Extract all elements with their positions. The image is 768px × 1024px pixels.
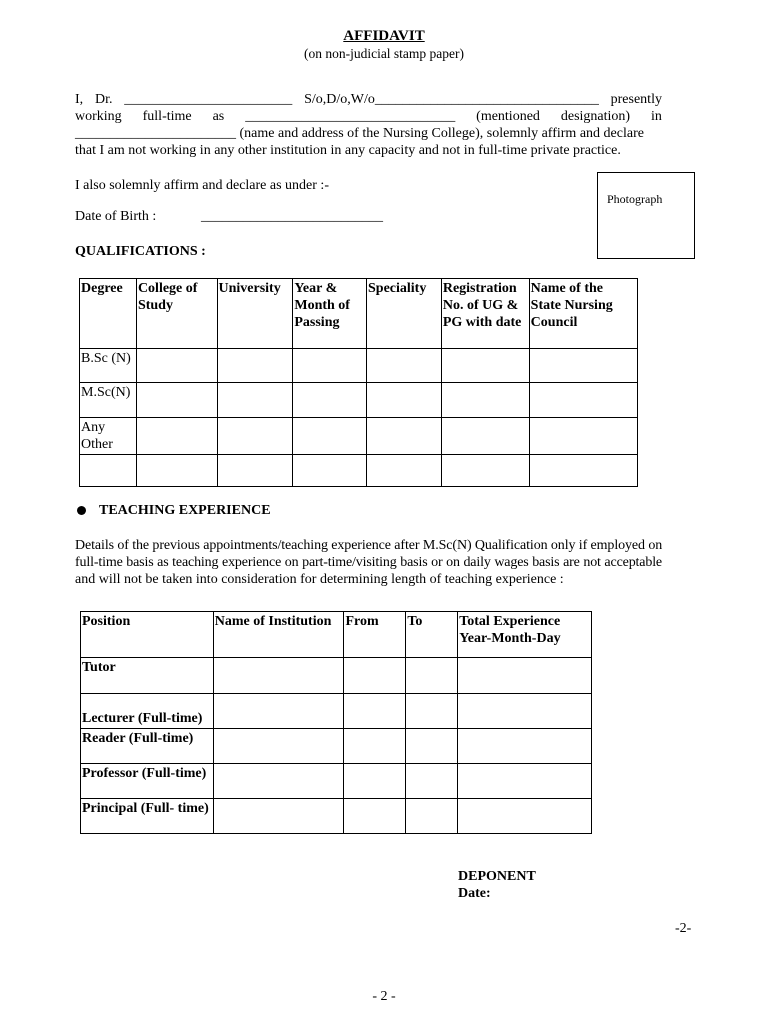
table-cell[interactable] bbox=[344, 658, 406, 694]
qualifications-heading: QUALIFICATIONS : bbox=[75, 244, 206, 259]
declaration-line-3: _______________________ (name and address of the Nursing College), solemnly affirm and declare bbox=[75, 126, 644, 141]
column-header: Speciality bbox=[367, 279, 442, 349]
table-header-row bbox=[80, 279, 638, 349]
table-cell[interactable] bbox=[406, 799, 458, 834]
table-row bbox=[81, 799, 592, 834]
position-cell: Principal (Full- time) bbox=[81, 799, 214, 834]
qualifications-table bbox=[79, 278, 638, 487]
table-cell[interactable] bbox=[367, 383, 442, 418]
bullet-icon bbox=[77, 506, 86, 515]
affirm-text: I also solemnly affirm and declare as under :- bbox=[75, 178, 329, 193]
table-cell[interactable] bbox=[529, 349, 637, 383]
column-header: University bbox=[217, 279, 293, 349]
table-cell[interactable] bbox=[458, 694, 592, 729]
degree-cell bbox=[80, 455, 137, 487]
table-cell[interactable] bbox=[458, 729, 592, 764]
table-cell[interactable] bbox=[458, 764, 592, 799]
declaration-line-2 bbox=[75, 108, 662, 125]
table-cell[interactable] bbox=[529, 418, 637, 455]
declaration-word: as bbox=[212, 109, 225, 124]
table-row bbox=[80, 455, 638, 487]
table-cell[interactable] bbox=[441, 418, 529, 455]
table-cell[interactable] bbox=[441, 349, 529, 383]
teaching-heading: TEACHING EXPERIENCE bbox=[99, 503, 271, 518]
declaration-word: Dr. bbox=[94, 92, 113, 107]
degree-cell: M.Sc(N) bbox=[80, 383, 137, 418]
table-cell[interactable] bbox=[529, 455, 637, 487]
declaration-word: presently bbox=[610, 92, 662, 107]
table-cell[interactable] bbox=[213, 658, 344, 694]
table-row bbox=[81, 694, 592, 729]
column-header: Year & Month of Passing bbox=[293, 279, 367, 349]
teaching-details-line: full-time basis as teaching experience on part-time/visiting basis or on daily wages basis are not acceptable bbox=[75, 555, 662, 570]
table-row bbox=[80, 349, 638, 383]
table-cell[interactable] bbox=[213, 799, 344, 834]
table-cell[interactable] bbox=[293, 418, 367, 455]
declaration-word: I, bbox=[75, 92, 84, 107]
relation-blank: S/o,D/o,W/o________________________________ bbox=[304, 92, 599, 107]
column-header: From bbox=[344, 612, 406, 658]
declaration-word: working bbox=[75, 109, 122, 124]
table-cell[interactable] bbox=[136, 383, 217, 418]
table-cell[interactable] bbox=[529, 383, 637, 418]
table-cell[interactable] bbox=[367, 349, 442, 383]
declaration-word: (mentioned bbox=[476, 109, 540, 124]
table-cell[interactable] bbox=[213, 729, 344, 764]
table-cell[interactable] bbox=[458, 658, 592, 694]
degree-cell: B.Sc (N) bbox=[80, 349, 137, 383]
dob-label: Date of Birth : bbox=[75, 209, 157, 224]
position-cell: Tutor bbox=[81, 658, 214, 694]
column-header: Name of Institution bbox=[213, 612, 344, 658]
position-cell: Reader (Full-time) bbox=[81, 729, 214, 764]
table-cell[interactable] bbox=[406, 658, 458, 694]
table-cell[interactable] bbox=[136, 418, 217, 455]
table-cell[interactable] bbox=[213, 764, 344, 799]
declaration-word: full-time bbox=[142, 109, 192, 124]
table-cell[interactable] bbox=[136, 455, 217, 487]
teaching-details-line: and will not be taken into consideration for determining length of teaching experience : bbox=[75, 572, 564, 587]
page-marker: -2- bbox=[675, 921, 692, 936]
date-label: Date: bbox=[458, 886, 491, 901]
declaration-word: designation) bbox=[560, 109, 631, 124]
table-cell[interactable] bbox=[367, 418, 442, 455]
column-header: Position bbox=[81, 612, 214, 658]
photograph-box bbox=[597, 172, 695, 259]
name-blank: ________________________ bbox=[124, 92, 293, 107]
document-subtitle: (on non-judicial stamp paper) bbox=[303, 46, 465, 61]
declaration-paragraph bbox=[75, 91, 662, 159]
table-row bbox=[80, 383, 638, 418]
table-cell[interactable] bbox=[367, 455, 442, 487]
table-cell[interactable] bbox=[406, 764, 458, 799]
dob-blank: __________________________ bbox=[201, 209, 383, 224]
position-cell: Professor (Full-time) bbox=[81, 764, 214, 799]
deponent-label: DEPONENT bbox=[458, 869, 536, 884]
table-cell[interactable] bbox=[406, 729, 458, 764]
position-cell bbox=[81, 694, 214, 729]
column-header: Name of the State Nursing Council bbox=[529, 279, 637, 349]
table-cell[interactable] bbox=[344, 694, 406, 729]
table-cell[interactable] bbox=[441, 383, 529, 418]
table-cell[interactable] bbox=[217, 349, 293, 383]
table-cell[interactable] bbox=[136, 349, 217, 383]
column-header: To bbox=[406, 612, 458, 658]
table-row bbox=[81, 658, 592, 694]
table-header-row bbox=[81, 612, 592, 658]
photograph-label: Photograph bbox=[607, 192, 663, 206]
designation-blank: ______________________________ bbox=[245, 109, 456, 124]
column-header: Degree bbox=[80, 279, 137, 349]
position-label: Lecturer (Full-time) bbox=[82, 711, 203, 726]
table-row bbox=[80, 418, 638, 455]
table-cell[interactable] bbox=[217, 418, 293, 455]
table-cell[interactable] bbox=[406, 694, 458, 729]
table-cell[interactable] bbox=[441, 455, 529, 487]
declaration-line-1 bbox=[75, 91, 662, 108]
table-cell[interactable] bbox=[293, 349, 367, 383]
table-cell[interactable] bbox=[344, 729, 406, 764]
table-row bbox=[81, 729, 592, 764]
document-title: AFFIDAVIT bbox=[343, 28, 425, 44]
declaration-line-4: that I am not working in any other institution in any capacity and not in full-time private practice. bbox=[75, 143, 621, 158]
table-cell[interactable] bbox=[217, 383, 293, 418]
table-row bbox=[81, 764, 592, 799]
table-cell[interactable] bbox=[344, 764, 406, 799]
table-cell[interactable] bbox=[293, 455, 367, 487]
table-cell[interactable] bbox=[213, 694, 344, 729]
teaching-details bbox=[75, 537, 662, 588]
degree-cell: Any Other bbox=[80, 418, 137, 455]
declaration-word: in bbox=[651, 109, 662, 124]
table-cell[interactable] bbox=[293, 383, 367, 418]
page-number: - 2 - bbox=[372, 989, 396, 1004]
table-cell[interactable] bbox=[217, 455, 293, 487]
column-header: Registration No. of UG & PG with date bbox=[441, 279, 529, 349]
column-header: College of Study bbox=[136, 279, 217, 349]
column-header: Total Experience Year-Month-Day bbox=[458, 612, 592, 658]
table-cell[interactable] bbox=[344, 799, 406, 834]
table-cell[interactable] bbox=[458, 799, 592, 834]
teaching-experience-table bbox=[80, 611, 592, 834]
teaching-details-line: Details of the previous appointments/teaching experience after M.Sc(N) Qualification only if employed on bbox=[75, 538, 663, 553]
